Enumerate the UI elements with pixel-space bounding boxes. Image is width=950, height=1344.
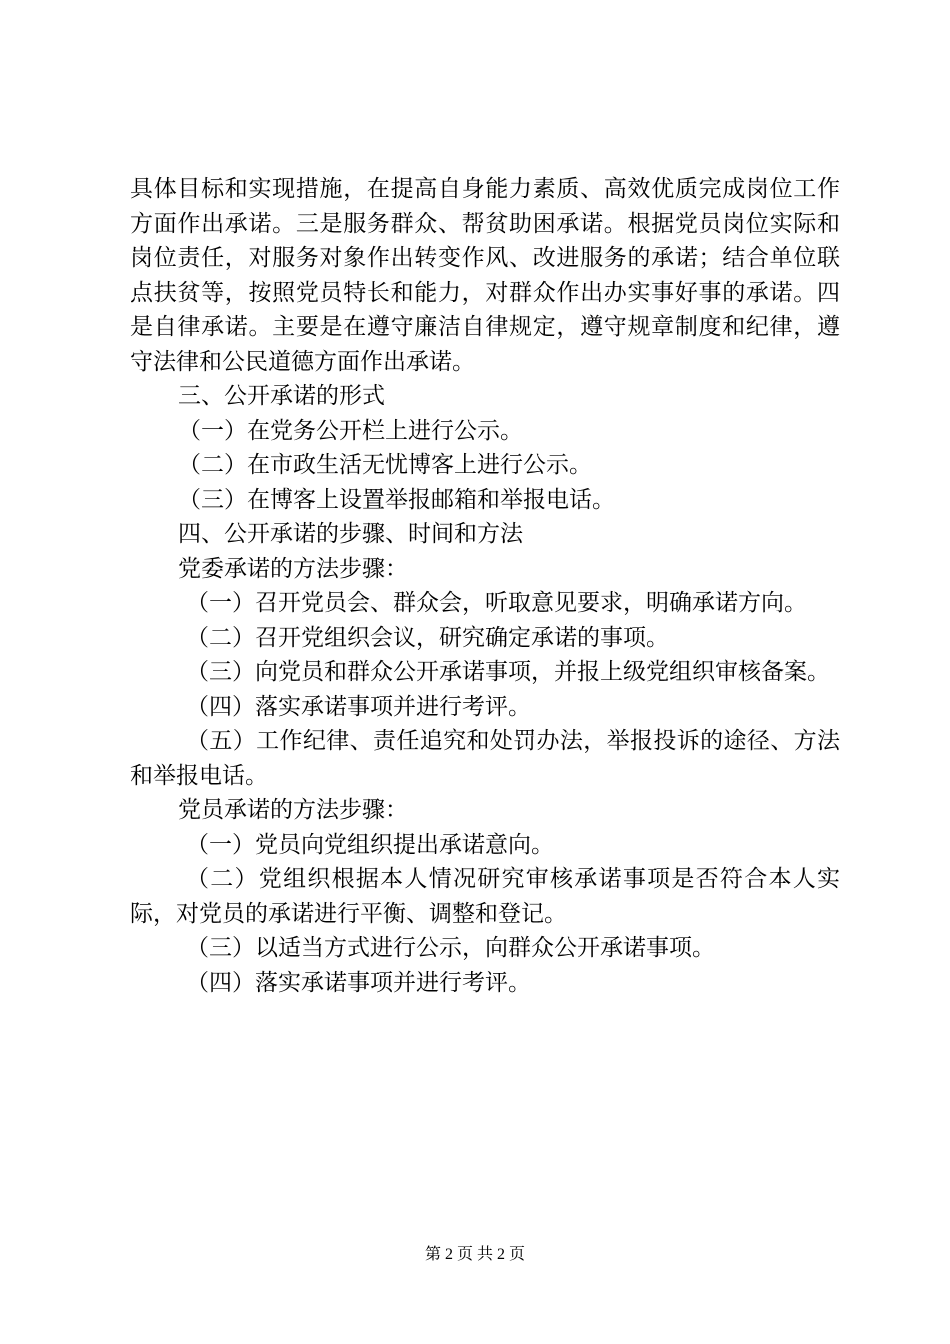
list-item-member-step-1: （一）党员向党组织提出承诺意向。 [186,831,554,858]
heading-steps-time-method: 四、公开承诺的步骤、时间和方法 [178,521,523,547]
subheading-party-committee-steps: 党委承诺的方法步骤： [178,555,408,582]
list-item-form-2: （二）在市政生活无忧博客上进行公示。 [178,452,592,478]
list-item-committee-step-2: （二）召开党组织会议，研究确定承诺的事项。 [186,624,669,651]
heading-public-commitment-form: 三、公开承诺的形式 [178,383,385,409]
list-item-member-step-3: （三）以适当方式进行公示，向群众公开承诺事项。 [186,935,715,961]
list-item-form-1: （一）在党务公开栏上进行公示。 [178,417,523,444]
list-item-member-step-4: （四）落实承诺事项并进行考评。 [186,969,531,996]
document-body [130,172,840,1000]
list-item-committee-step-4: （四）落实承诺事项并进行考评。 [186,693,531,720]
paragraph-commitment-content: 具体目标和实现措施，在提高自身能力素质、高效优质完成岗位工作方面作出承诺。三是服务群众、帮贫助困承诺。根据党员岗位实际和岗位责任，对服务对象作出转变作风、改进服务的承诺；结合单位联点扶贫等，按照党员特长和能力，对群众作出办实事好事的承诺。四是自律承诺。主要是在遵守廉洁自律规定，遵守规章制度和纪律，遵守法律和公民道德方面作出承诺。 [130,176,840,375]
list-item-committee-step-1: （一）召开党员会、群众会，听取意见要求，明确承诺方向。 [186,590,807,616]
list-item-committee-step-3: （三）向党员和群众公开承诺事项，并报上级党组织审核备案。 [186,659,830,685]
list-item-form-3: （三）在博客上设置举报邮箱和举报电话。 [178,486,615,513]
list-item-member-step-2: （二）党组织根据本人情况研究审核承诺事项是否符合本人实际，对党员的承诺进行平衡、调整和登记。 [130,866,840,927]
list-item-committee-step-5: （五）工作纪律、责任追究和处罚办法，举报投诉的途径、方法和举报电话。 [130,728,840,789]
page-number-footer: 第 2 页 共 2 页 [424,1246,525,1263]
subheading-party-member-steps: 党员承诺的方法步骤： [178,797,408,823]
